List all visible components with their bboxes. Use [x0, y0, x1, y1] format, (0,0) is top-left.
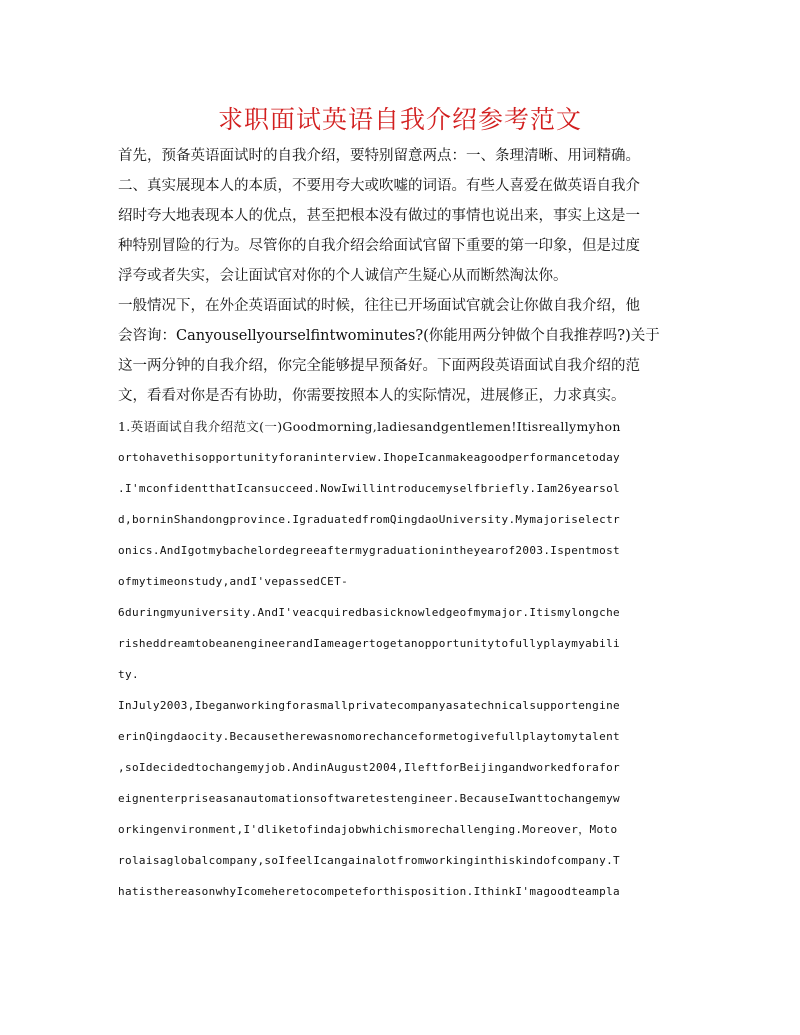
paragraph-line: hatisthereasonwhyIcomeheretocompeteforthisposition.IthinkI'magoodteampla: [118, 885, 621, 898]
paragraph-line: ,soIdecidedtochangemyjob.AndinAugust2004,IleftforBeijingandworkedforafor: [118, 761, 621, 774]
paragraph-line: 二、真实展现本人的本质，不要用夸大或吹嘘的词语。有些人喜爱在做英语自我介: [118, 178, 640, 194]
paragraph-line: 6duringmyuniversity.AndI'veacquiredbasicknowledgeofmymajor.Itismylongche: [118, 606, 621, 619]
paragraph-line: ofmytimeonstudy,andI'vepassedCET-: [118, 575, 349, 588]
paragraph-line: 1.英语面试自我介绍范文(一)Goodmorning,ladiesandgentlemen!Itisreallymyhon: [118, 419, 621, 434]
paragraph-line: InJuly2003,Ibeganworkingforasmallprivatecompanyasatechnicalsupportengine: [118, 699, 621, 712]
paragraph-line: erinQingdaocity.Becausetherewasnomorechanceformetogivefullplaytomytalent: [118, 730, 621, 743]
paragraph-line: onics.AndIgotmybachelordegreeaftermygraduationintheyearof2003.Ispentmost: [118, 544, 621, 557]
paragraph-line: risheddreamtobeanengineerandIameagertogetanopportunitytofullyplaymyabili: [118, 637, 621, 650]
paragraph-line: ty.: [118, 668, 139, 681]
paragraph-line: 文，看看对你是否有协助，你需要按照本人的实际情况，进展修正，力求真实。: [118, 388, 626, 404]
document-title: 求职面试英语自我介绍参考范文: [217, 105, 582, 134]
paragraph-line: 种特别冒险的行为。尽管你的自我介绍会给面试官留下重要的第一印象，但是过度: [118, 238, 640, 254]
paragraph-line: 首先，预备英语面试时的自我介绍，要特别留意两点：一、条理清晰、用词精确。: [118, 148, 640, 164]
paragraph-line: 会咨询：Canyousellyourselfintwominutes?(你能用两分钟做个自我推荐吗?)关于: [118, 328, 660, 344]
document-body: [118, 141, 684, 907]
paragraph-line: .I'mconfidentthatIcansucceed.NowIwillintroducemyselfbriefly.Iam26yearsol: [118, 482, 621, 495]
paragraph-line: 浮夸或者失实，会让面试官对你的个人诚信产生疑心从而断然淘汰你。: [118, 268, 568, 284]
paragraph-line: d,borninShandongprovince.IgraduatedfromQingdaoUniversity.Mymajoriselectr: [118, 513, 621, 526]
paragraph-line: ortohavethisopportunityforaninterview.IhopeIcanmakeagoodperformancetoday: [118, 451, 621, 464]
paragraph-line: 这一两分钟的自我介绍，你完全能够提早预备好。下面两段英语面试自我介绍的范: [118, 358, 640, 374]
paragraph-line: orkingenvironment,I'dliketofindajobwhichismorechallenging.Moreover，Moto: [118, 823, 618, 836]
paragraph-line: 绍时夸大地表现本人的优点，甚至把根本没有做过的事情也说出来，事实上这是一: [118, 208, 640, 224]
paragraph-line: rolaisaglobalcompany,soIfeelIcangainalotfromworkinginthiskindofcompany.T: [118, 854, 621, 867]
paragraph-line: eignenterpriseasanautomationsoftwaretestengineer.BecauseIwanttochangemyw: [118, 792, 621, 805]
paragraph-line: 一般情况下，在外企英语面试的时候，往往已开场面试官就会让你做自我介绍，他: [118, 298, 640, 314]
